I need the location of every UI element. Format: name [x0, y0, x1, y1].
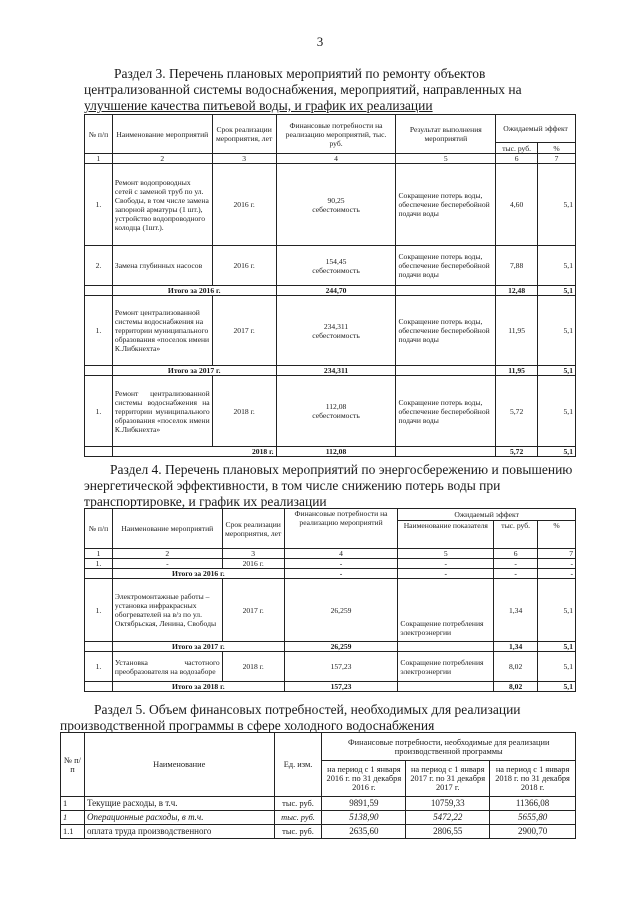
page-number: 3: [316, 34, 324, 49]
row-term: 2016 г.: [212, 246, 276, 286]
s4-total-2017: [85, 642, 576, 652]
row-num: 2.: [85, 246, 113, 286]
s5-header-num: № п/п: [61, 733, 85, 797]
row-v2018: 5655,80: [490, 811, 576, 825]
row-result: Сокращение потерь воды, обеспечение бесперебойной подачи воды: [396, 164, 496, 246]
s3-header-effect: Ожидаемый эффект: [496, 115, 576, 143]
row-finance: 26,259: [284, 579, 398, 642]
total-pct: 5,1: [538, 447, 576, 457]
table-row: [85, 376, 576, 447]
total-finance: 26,259: [284, 642, 398, 652]
row-name: -: [112, 559, 222, 569]
row-finance: 157,23: [284, 652, 398, 682]
s4-total-2018: [85, 682, 576, 692]
s4-col-num: 1: [85, 549, 113, 559]
s3-col-num: 2: [112, 154, 212, 164]
table-row: [61, 825, 576, 839]
row-pct: 5,1: [538, 164, 576, 246]
total-rub: 5,72: [496, 447, 538, 457]
section4-table: [84, 508, 576, 692]
total-finance: -: [284, 569, 398, 579]
row-finance: 154,45 себестоимость: [276, 246, 396, 286]
section5-title: [60, 702, 576, 734]
row-term: 2018 г.: [212, 376, 276, 447]
row-pct: 5,1: [538, 246, 576, 286]
total-label: Итого за 2017 г.: [112, 366, 276, 376]
s4-header-num: № п/п: [85, 509, 113, 549]
s5-header-name: Наименование: [84, 733, 274, 797]
total-rub: 11,95: [496, 366, 538, 376]
total-rub: 8,02: [494, 682, 538, 692]
row-result: Сокращение потерь воды, обеспечение бесперебойной подачи воды: [396, 376, 496, 447]
row-term: 2016 г.: [212, 164, 276, 246]
table-row: [85, 559, 576, 569]
s4-header-effect-pct: %: [538, 521, 576, 549]
row-finance: 234,311 себестоимость: [276, 296, 396, 366]
row-rub: -: [494, 559, 538, 569]
row-num: 1: [61, 811, 85, 825]
total-pct: 5,1: [538, 682, 576, 692]
row-v2016: 9891,59: [322, 797, 406, 811]
section4-title-line1: Раздел 4. Перечень плановых мероприятий по энергосбережению и повышению: [110, 462, 573, 477]
row-unit: тыс. руб.: [274, 797, 322, 811]
row-rub: 1,34: [494, 579, 538, 642]
row-num: 1.: [85, 376, 113, 447]
s3-header-effect-rub: тыс. руб.: [496, 143, 538, 154]
row-result: Сокращение потерь воды, обеспечение бесперебойной подачи воды: [396, 296, 496, 366]
row-v2017: 10759,33: [406, 797, 490, 811]
s5-header-p2016: на период с 1 января 2016 г. по 31 декабря 2016 г.: [322, 761, 406, 797]
row-name: Замена глубинных насосов: [112, 246, 212, 286]
row-pct: 5,1: [538, 652, 576, 682]
row-pct: 5,1: [538, 296, 576, 366]
row-indicator: Сокращение потребления электроэнергии: [398, 652, 494, 682]
row-num: 1: [61, 797, 85, 811]
section5-title-line2: производственной программы в сфере холодного водоснабжения: [60, 718, 435, 733]
row-finance: 112,08 себестоимость: [276, 376, 396, 447]
total-pct: 5,1: [538, 366, 576, 376]
total-label: Итого за 2018 г.: [112, 682, 284, 692]
section4-title-line3: транспортировке, и график их реализации: [84, 494, 327, 509]
table-row: [85, 652, 576, 682]
row-unit: тыс. руб.: [274, 825, 322, 839]
row-name: Ремонт централизованной системы водоснабжения на территории муниципального образования «поселок имени К.Либкнехта»: [112, 296, 212, 366]
s4-header-term: Срок реализации мероприятия, лет: [222, 509, 284, 549]
row-pct: -: [538, 559, 576, 569]
section4-title-line2: энергетической эффективности, в том числе снижению потерь воды при: [84, 478, 501, 493]
total-label: 2018 г.: [112, 447, 276, 457]
row-num: 1.: [85, 164, 113, 246]
row-v2016: 5138,90: [322, 811, 406, 825]
s5-header-unit: Ед. изм.: [274, 733, 322, 797]
s3-header-effect-pct: %: [538, 143, 576, 154]
s4-col-numbers: [85, 549, 576, 559]
table-row: [61, 797, 576, 811]
row-term: 2016 г.: [222, 559, 284, 569]
row-name: Установка частотного преобразователя на водозаборе: [112, 652, 222, 682]
total-finance: 244,70: [276, 286, 396, 296]
section5-table: [60, 732, 576, 839]
row-num: 1.: [85, 296, 113, 366]
total-finance: 112,08: [276, 447, 396, 457]
s3-col-num: 6: [496, 154, 538, 164]
row-v2018: 11366,08: [490, 797, 576, 811]
row-num: 1.1: [61, 825, 85, 839]
total-finance: 234,311: [276, 366, 396, 376]
row-name: Ремонт водопроводных сетей с заменой труб по ул. Свободы, в том числе замена запорной арматуры (1 шт.), устройство водопроводного колодца (1шт.).: [112, 164, 212, 246]
s3-header-result: Результат выполнения мероприятий: [396, 115, 496, 154]
s3-total-2017: [85, 366, 576, 376]
row-pct: 5,1: [538, 376, 576, 447]
s3-col-num: 7: [538, 154, 576, 164]
row-finance: -: [284, 559, 398, 569]
s4-header-effect: Ожидаемый эффект: [398, 509, 576, 521]
section3-title-line3: улучшение качества питьевой воды, и график их реализации: [84, 98, 433, 113]
row-term: 2017 г.: [222, 579, 284, 642]
s5-header-finance: Финансовые потребности, необходимые для реализации производственной программы: [322, 733, 576, 761]
total-pct: -: [538, 569, 576, 579]
section5-title-line1: Раздел 5. Объем финансовых потребностей, необходимых для реализации: [94, 702, 521, 717]
s3-header-term: Срок реализации мероприятия, лет: [212, 115, 276, 154]
row-name: Ремонт централизованной системы водоснабжения на территории муниципального образования «поселок имени К.Либкнехта»: [112, 376, 212, 447]
section3-title-line1: Раздел 3. Перечень плановых мероприятий по ремонту объектов: [114, 66, 486, 81]
s4-total-2016: [85, 569, 576, 579]
s4-header-effect-rub: тыс. руб.: [494, 521, 538, 549]
row-pct: 5,1: [538, 579, 576, 642]
table-row: [85, 246, 576, 286]
table-row: [85, 579, 576, 642]
s4-header-finance: Финансовые потребности на реализацию мероприятий: [284, 509, 398, 549]
section3-title-line2: централизованной системы водоснабжения, мероприятий, направленных на: [84, 82, 522, 97]
s4-col-num: 6: [494, 549, 538, 559]
s3-col-numbers: [85, 154, 576, 164]
row-name: Операционные расходы, в т.ч.: [84, 811, 274, 825]
row-term: 2017 г.: [212, 296, 276, 366]
s4-col-num: 7: [538, 549, 576, 559]
s3-header-name: Наименование мероприятий: [112, 115, 212, 154]
s4-header-name: Наименование мероприятий: [112, 509, 222, 549]
row-v2017: 5472,22: [406, 811, 490, 825]
total-label: Итого за 2016 г.: [112, 286, 276, 296]
total-rub: 1,34: [494, 642, 538, 652]
s5-header-p2017: на период с 1 января 2017 г. по 31 декабря 2017 г.: [406, 761, 490, 797]
row-name: оплата труда производственного: [84, 825, 274, 839]
table-row: [61, 811, 576, 825]
s3-header-finance: Финансовые потребности на реализацию мероприятий, тыс. руб.: [276, 115, 396, 154]
total-rub: -: [494, 569, 538, 579]
row-name: Электромонтажные работы – установка инфракрасных обогревателей на в/з по ул. Октябрьская, Ленина, Свободы: [112, 579, 222, 642]
s4-col-num: 2: [112, 549, 222, 559]
row-name: Текущие расходы, в т.ч.: [84, 797, 274, 811]
total-finance: 157,23: [284, 682, 398, 692]
s5-header-p2018: на период с 1 января 2018 г. по 31 декабря 2018 г.: [490, 761, 576, 797]
s3-col-num: 5: [396, 154, 496, 164]
row-v2017: 2806,55: [406, 825, 490, 839]
table-row: [85, 164, 576, 246]
row-indicator: -: [398, 559, 494, 569]
row-rub: 7,88: [496, 246, 538, 286]
row-v2016: 2635,60: [322, 825, 406, 839]
row-rub: 4,60: [496, 164, 538, 246]
row-result: Сокращение потерь воды, обеспечение бесперебойной подачи воды: [396, 246, 496, 286]
s3-col-num: 3: [212, 154, 276, 164]
row-v2018: 2900,70: [490, 825, 576, 839]
section4-title: [84, 462, 576, 510]
table-row: [85, 296, 576, 366]
total-pct: 5,1: [538, 286, 576, 296]
row-unit: тыс. руб.: [274, 811, 322, 825]
section3-title: [84, 66, 576, 114]
s4-col-num: 3: [222, 549, 284, 559]
row-num: 1.: [85, 652, 113, 682]
total-rub: 12,48: [496, 286, 538, 296]
row-finance: 90,25 себестоимость: [276, 164, 396, 246]
s3-total-2016: [85, 286, 576, 296]
row-indicator: Сокращение потребления электроэнергии: [398, 579, 494, 642]
s4-header-indicator: Наименование показателя: [398, 521, 494, 549]
s3-col-num: 4: [276, 154, 396, 164]
total-label: Итого за 2017 г.: [112, 642, 284, 652]
s3-total-2018: [85, 447, 576, 457]
row-num: 1.: [85, 579, 113, 642]
row-num: 1.: [85, 559, 113, 569]
section3-table: [84, 114, 576, 457]
s3-header-num: № п/п: [85, 115, 113, 154]
row-rub: 8,02: [494, 652, 538, 682]
s3-col-num: 1: [85, 154, 113, 164]
total-label: Итого за 2016 г.: [112, 569, 284, 579]
total-indicator: -: [398, 569, 494, 579]
total-pct: 5,1: [538, 642, 576, 652]
row-rub: 11,95: [496, 296, 538, 366]
row-term: 2018 г.: [222, 652, 284, 682]
row-rub: 5,72: [496, 376, 538, 447]
s4-col-num: 4: [284, 549, 398, 559]
s4-col-num: 5: [398, 549, 494, 559]
